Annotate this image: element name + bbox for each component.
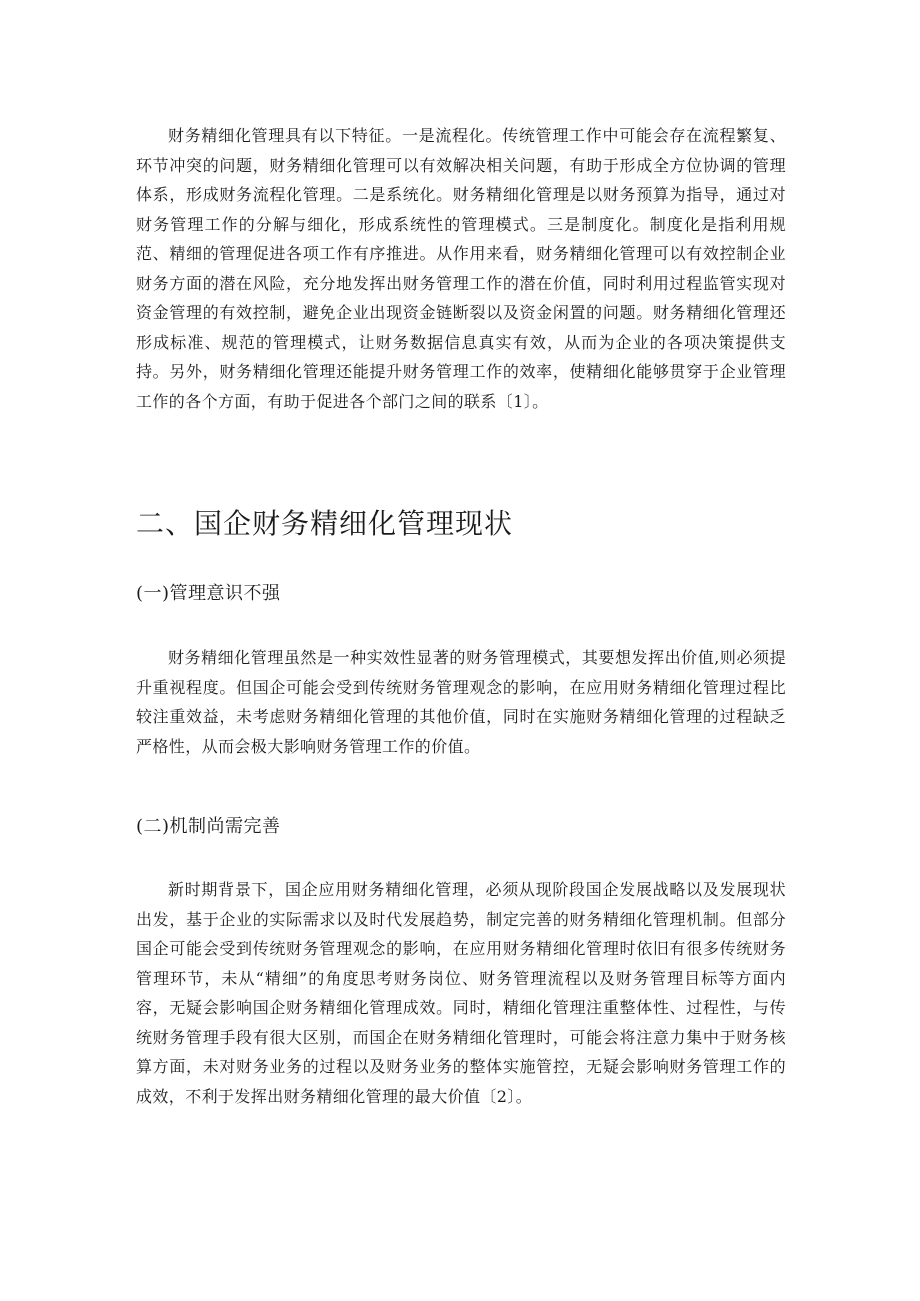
body-paragraph-features: 财务精细化管理具有以下特征。一是流程化。传统管理工作中可能会存在流程繁复、环节冲突的问题，财务精细化管理可以有效解决相关问题，有助于形成全方位协调的管理体系，形成财务流程化管理。二是系统化。财务精细化管理是以财务预算为指导，通过对财务管理工作的分解与细化，形成系统性的管理模式。三是制度化。制度化是指利用规范、精细的管理促进各项工作有序推进。从作用来看，财务精细化管理可以有效控制企业财务方面的潜在风险，充分地发挥出财务管理工作的潜在价值，同时利用过程监管实现对资金管理的有效控制，避免企业出现资金链断裂以及资金闲置的问题。财务精细化管理还形成标准、规范的管理模式，让财务数据信息真实有效，从而为企业的各项决策提供支持。另外，财务精细化管理还能提升财务管理工作的效率，使精细化能够贯穿于企业管理工作的各个方面，有助于促进各个部门之间的联系〔1〕。 xyxy=(136,126,786,411)
section-heading: 二、国企财务精细化管理现状 xyxy=(136,507,514,540)
body-paragraph-awareness: 财务精细化管理虽然是一种实效性显著的财务管理模式，其要想发挥出价值,则必须提升重视程度。但国企可能会受到传统财务管理观念的影响，在应用财务精细化管理过程比较注重效益，未考虑财务精细化管理的其他价值，同时在实施财务精细化管理的过程缺乏严格性，从而会极大影响财务管理工作的价值。 xyxy=(136,648,786,756)
subsection-heading-mechanism: (二)机制尚需完善 xyxy=(136,816,281,837)
body-paragraph-mechanism: 新时期背景下，国企应用财务精细化管理，必须从现阶段国企发展战略以及发展现状出发，基于企业的实际需求以及时代发展趋势，制定完善的财务精细化管理机制。但部分国企可能会受到传统财务管理观念的影响，在应用财务精细化管理时依旧有很多传统财务管理环节，未从“精细”的角度思考财务岗位、财务管理流程以及财务管理目标等方面内容，无疑会影响国企财务精细化管理成效。同时，精细化管理注重整体性、过程性，与传统财务管理手段有很大区别，而国企在财务精细化管理时，可能会将注意力集中于财务核算方面，未对财务业务的过程以及财务业务的整体实施管控，无疑会影响财务管理工作的成效，不利于发挥出财务精细化管理的最大价值〔2〕。 xyxy=(136,880,786,1106)
subsection-heading-awareness: (一)管理意识不强 xyxy=(136,583,281,604)
